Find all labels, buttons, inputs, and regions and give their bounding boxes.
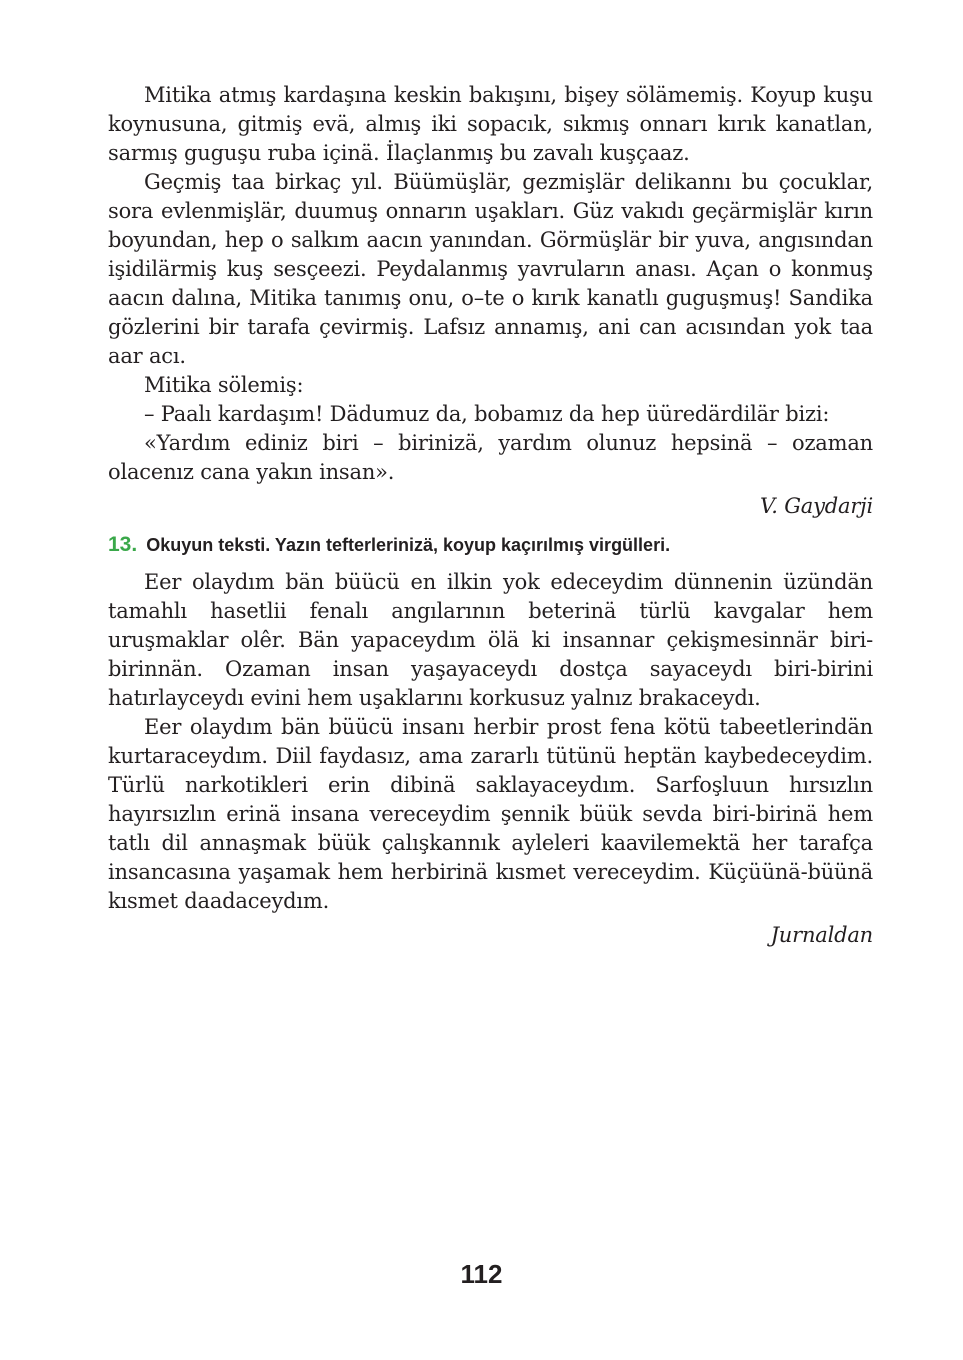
story-paragraph-5: «Yardım ediniz biri – birinizä, yardım olunuz hepsinä – ozaman olacenız cana yakın insan». [108, 431, 873, 484]
story-paragraph-1: Mitika atmış kardaşına keskin bakışını, bişey sölämemiş. Koyup kuşu koynusuna, gitmiş evä, almış iki sopacık, sıkmış onnarı kırık kanatlan, sarmış guguşu ruba içinä. İlaçlanmış bu zavalı kuşçaaz. [108, 83, 873, 165]
exercise-number: 13. [108, 533, 138, 556]
story-paragraph-3: Mitika sölemiş: [144, 373, 304, 397]
exercise-instruction: Okuyun teksti. Yazın tefterlerinizä, koyup kaçırılmış virgülleri. [146, 535, 671, 555]
exercise-text [108, 568, 873, 950]
story-paragraph-4: – Paalı kardaşım! Dädumuz da, bobamız da hep üüredärdilär bizi: [144, 402, 830, 426]
exercise-heading [108, 532, 873, 558]
story-paragraph-2: Geçmiş taa birkaç yıl. Büümüşlär, gezmişlär delikannı bu çocuklar, sora evlenmişlär, duumuş onnarın uşakları. Güz vakıdı geçärmişlär kırın boyundan, hep o salkım aacın yanından. Görmüşlär bir yuva, angısından işidilärmiş kuş sesçeezi. Peydalanmış yavruların anası. Açan o konmuş aacın dalına, Mitika tanımış onu, o–te o kırık kanatlı guguşmuş! Sandika gözlerini bir tarafa çevirmiş. Lafsız annamış, ani can acısından yok taa aar acı. [108, 170, 873, 368]
exercise-paragraph-2: Eer olaydım bän büücü insanı herbir prost fena kötü tabeetlerindän kurtaraceydım. Diil faydasız, ama zararlı tütünü heptän kaybedeceydim. Türlü narkotikleri erin dibinä saklayaceydım. Sarfoşluun hırsızlın hayırsızlın erinä insana vereceydim şennik büük sevda biri-birinä hem tatlı dil annaşmak büük çalışkannık ayleleri kaavilemektä her tarafça insancasına yaşamak hem herbirinä kısmet vereceydim. Küçüünä-büünä kısmet daadaceydım. [108, 715, 873, 913]
story-text [108, 81, 873, 521]
exercise-source: Jurnaldan [770, 923, 873, 947]
exercise-paragraph-1: Eer olaydım bän büücü en ilkin yok edeceydim dünnenin üzündän tamahlı hasetlii fenalı angılarının beterinä türlü kavgalar hem uruşmaklar olêr. Bän yapaceydım ölä ki insannar çekişmesinnär biri-birinnän. Ozaman insan yaşayaceydı dostça sayaceydı biri-birini hatırlayceydı evini hem uşaklarını korkusuz yalnız brakaceydı. [108, 570, 873, 710]
page-number: 112 [460, 1259, 503, 1289]
story-author: V. Gaydarji [759, 494, 873, 518]
